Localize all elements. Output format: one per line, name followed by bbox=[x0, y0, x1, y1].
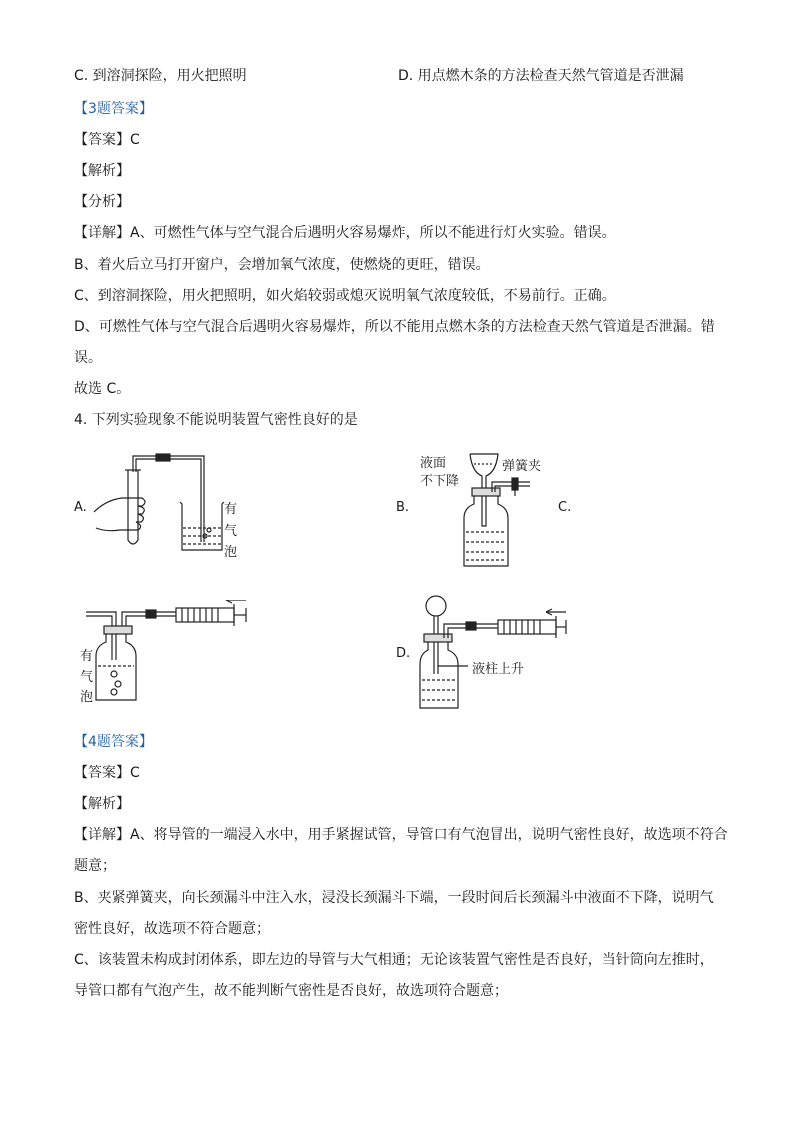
figure-b-liquid-label-2: 不下降 bbox=[420, 474, 460, 489]
figure-d-rise-label: 液柱上升 bbox=[472, 662, 525, 677]
q3-detail-b: B、着火后立马打开窗户，会增加氧气浓度，使燃烧的更旺，错误。 bbox=[74, 257, 490, 273]
q4-analysis: 【解析】 bbox=[74, 796, 130, 812]
q3-option-d: D. 用点燃木条的方法检查天然气管道是否泄漏 bbox=[398, 68, 684, 84]
q4-option-d-label: D. bbox=[396, 646, 411, 661]
q3-detail-d1: D、可燃性气体与空气混合后遇明火容易爆炸，所以不能用点燃木条的方法检查天然气管道是否泄漏。错 bbox=[74, 319, 715, 335]
figure-b-clamp-label: 弹簧夹 bbox=[502, 459, 542, 474]
q3-option-c: C. 到溶洞探险，用火把照明 bbox=[74, 68, 247, 84]
q3-conclusion: 故选 C。 bbox=[74, 381, 131, 397]
q4-detail-c1: C、该装置未构成封闭体系，即左边的导管与大气相通；无论该装置气密性是否良好，当针筒向左推时， bbox=[74, 952, 714, 968]
q4-answer: 【答案】C bbox=[74, 765, 140, 781]
q3-detail-d2: 误。 bbox=[74, 350, 102, 366]
figure-c-apparatus bbox=[86, 600, 256, 704]
q4-detail-a2: 题意； bbox=[74, 858, 116, 874]
q3-heading: 【3题答案】 bbox=[74, 101, 153, 117]
figure-c-bubble-label-3: 泡 bbox=[80, 690, 94, 705]
figure-a-bubble-label-3: 泡 bbox=[224, 545, 238, 560]
q4-option-a-label: A. bbox=[74, 500, 87, 515]
q3-detail-c: C、到溶洞探险，用火把照明，如火焰较弱或熄灭说明氧气浓度较低，不易前行。正确。 bbox=[74, 288, 616, 304]
q4-detail-b1: B、夹紧弹簧夹，向长颈漏斗中注入水，浸没长颈漏斗下端，一段时间后长颈漏斗中液面不下降，说明气 bbox=[74, 890, 714, 906]
q4-detail-c2: 导管口都有气泡产生，故不能判断气密性是否良好，故选项符合题意； bbox=[74, 983, 508, 999]
figure-c-bubble-label-2: 气 bbox=[80, 670, 94, 685]
q4-option-b-label: B. bbox=[396, 500, 410, 515]
q4-option-c-label: C. bbox=[558, 500, 572, 515]
q3-answer: 【答案】C bbox=[74, 132, 140, 148]
q4-heading: 【4题答案】 bbox=[74, 734, 153, 750]
figure-c-bubble-label-1: 有 bbox=[80, 649, 94, 664]
q4-detail-b2: 密性良好，故选项不符合题意； bbox=[74, 921, 270, 937]
q3-fenxi: 【分析】 bbox=[74, 194, 130, 210]
q3-analysis: 【解析】 bbox=[74, 163, 130, 179]
q4-question: 4. 下列实验现象不能说明装置气密性良好的是 bbox=[74, 412, 358, 428]
figure-a-bubble-label-1: 有 bbox=[224, 502, 238, 517]
q4-detail-a1: 【详解】A、将导管的一端浸入水中，用手紧握试管，导管口有气泡冒出，说明气密性良好，故选项不符合 bbox=[74, 827, 728, 843]
figure-d-apparatus bbox=[418, 594, 578, 712]
q3-detail-a: 【详解】A、可燃性气体与空气混合后遇明火容易爆炸，所以不能进行灯火实验。错误。 bbox=[74, 225, 616, 241]
figure-b-liquid-label-1: 液面 bbox=[420, 456, 447, 471]
figure-a-bubble-label-2: 气 bbox=[224, 524, 238, 539]
